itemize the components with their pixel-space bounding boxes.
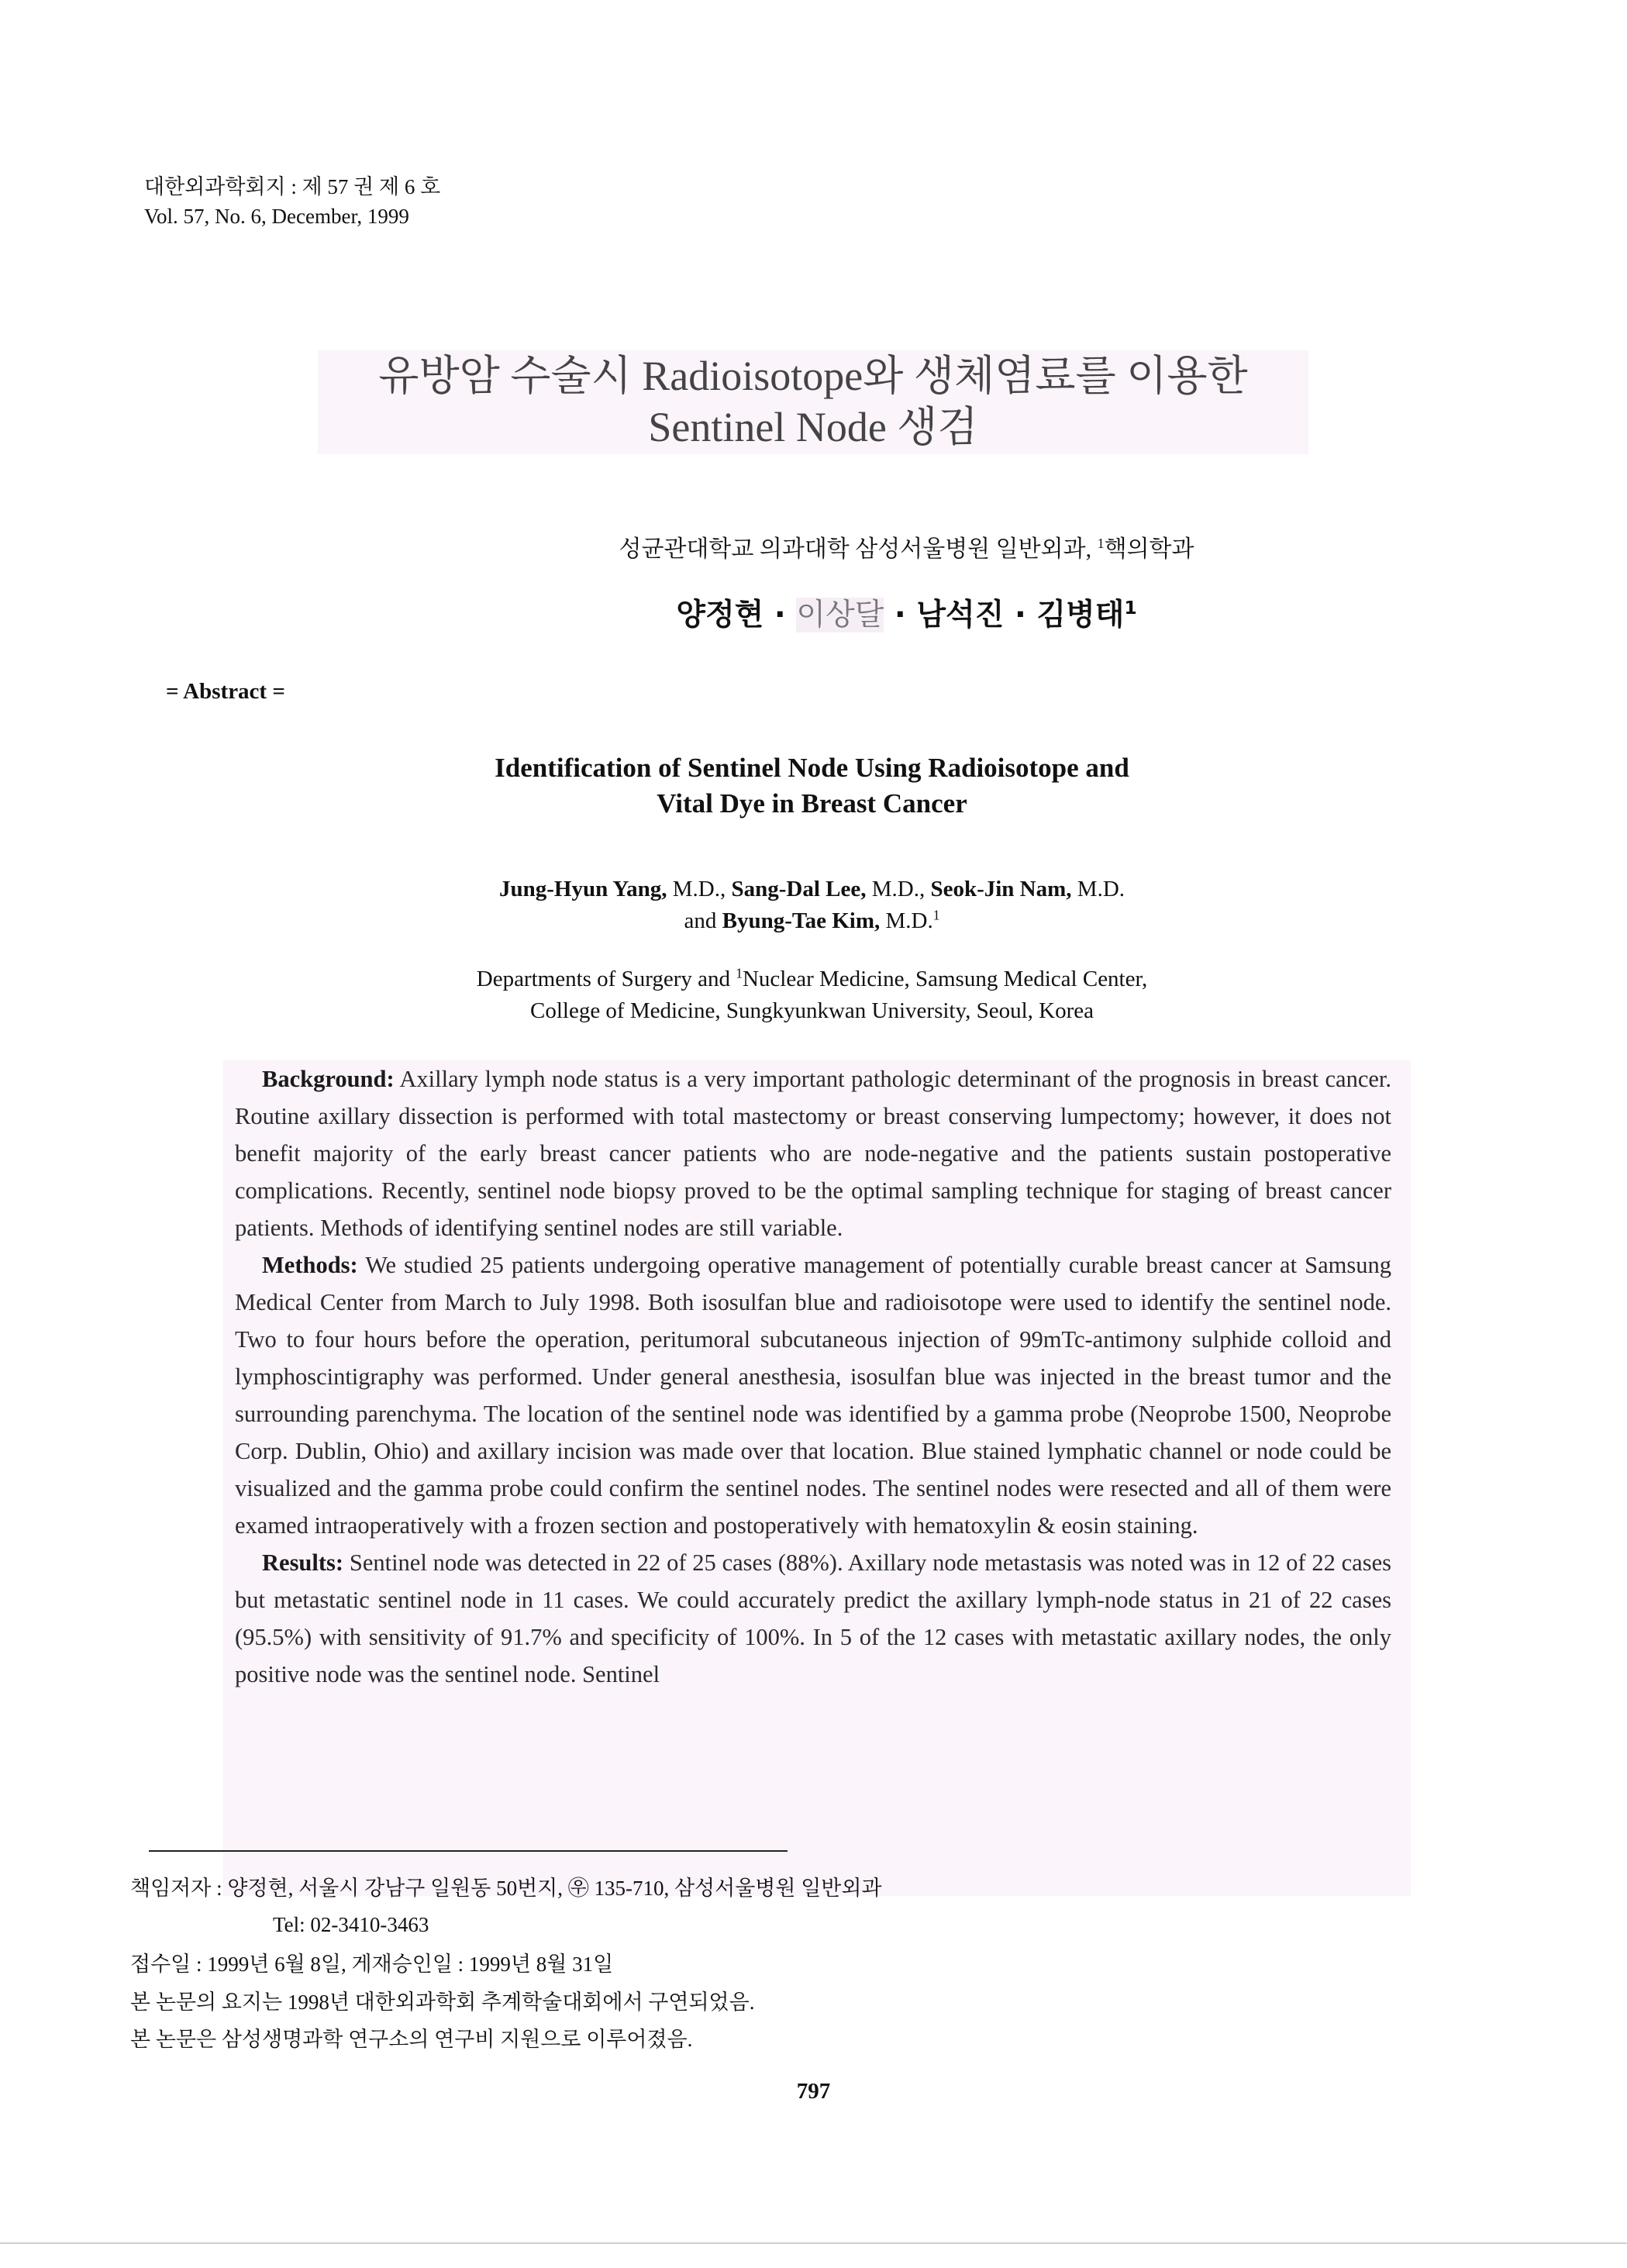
page-number: 797 xyxy=(796,2079,831,2104)
results-text: Sentinel node was detected in 22 of 25 cases (88%). Axillary node metastasis was noted was in 12 of 22 cases but metastatic sentinel node in 11 cases. We could accurately predict the axillary lymph-node status in 21 of 22 cases (95.5%) with sensitivity of 91.7% and specificity of 100%. In 5 of the 12 cases with metastatic axillary nodes, the only positive node was the sentinel node. Sentinel xyxy=(235,1549,1391,1687)
footnote-tel: Tel: 02-3410-3463 xyxy=(273,1913,429,1936)
author-en-4: Byung-Tae Kim, xyxy=(722,908,881,933)
english-title-line2: Vital Dye in Breast Cancer xyxy=(657,788,967,819)
authors-en xyxy=(326,874,1298,937)
authors-en-line1 xyxy=(326,874,1298,905)
page-bottom-edge xyxy=(0,2242,1627,2244)
footnote-note1: 본 논문의 요지는 1998년 대한외과학회 추계학술대회에서 구연되었음. xyxy=(130,1991,755,2014)
abstract-label: = Abstract = xyxy=(166,679,285,704)
affiliation-ko-sup: 1 xyxy=(1097,536,1105,551)
methods-text: We studied 25 patients undergoing operative management of potentially curable breast cancer at Samsung Medical Center from March to July 1998. Both isosulfan blue and radioisotope were used to identify the sentinel node. Two to four hours before the operation, peritumoral subcutaneous injection of 99mTc-antimony sulphide colloid and lymphoscintigraphy was performed. Under general anesthesia, isosulfan blue was injected in the breast tumor and the surrounding parenchyma. The location of the sentinel node was identified by a gamma probe (Neoprobe 1500, Neoprobe Corp. Dublin, Ohio) and axillary incision was made over that location. Blue stained lymphatic channel or node could be visualized and the gamma probe could confirm the sentinel nodes. The sentinel nodes were resected and all of them were examed intraoperatively with a frozen section and postoperatively with hematoxylin & eosin staining. xyxy=(235,1252,1391,1539)
journal-volume-ko: 대한외과학회지 : 제 57 권 제 6 호 xyxy=(144,175,441,198)
affiliation-en xyxy=(326,963,1298,1027)
journal-header xyxy=(144,172,440,231)
authors-en-line2 xyxy=(326,905,1298,937)
affiliation-en-line2: College of Medicine, Sungkyunkwan University, Seoul, Korea xyxy=(529,998,1094,1023)
abstract-methods xyxy=(235,1246,1391,1544)
affiliation-en-line1 xyxy=(326,963,1298,995)
author-en-2: Sang-Dal Lee, xyxy=(731,877,867,901)
degree-3: M.D. xyxy=(1071,877,1125,901)
affiliation-en-part1: Departments of Surgery and xyxy=(476,967,736,991)
english-title xyxy=(326,750,1298,822)
author-sep: · xyxy=(884,598,917,632)
degree-4: M.D. xyxy=(880,908,933,933)
affiliation-ko-text2: 핵의학과 xyxy=(1104,536,1194,562)
journal-volume-en: Vol. 57, No. 6, December, 1999 xyxy=(144,205,409,228)
author-sep: · xyxy=(764,598,797,632)
footnote-rule xyxy=(149,1850,788,1852)
results-label: Results: xyxy=(262,1549,344,1576)
footnote-dates: 접수일 : 1999년 6월 8일, 게재승인일 : 1999년 8월 31일 xyxy=(130,1953,614,1976)
author-sep: · xyxy=(1004,598,1037,632)
footnote-note2: 본 논문은 삼성생명과학 연구소의 연구비 지원으로 이루어졌음. xyxy=(130,2028,693,2051)
background-text: Axillary lymph node status is a very important pathologic determinant of the prognosis in breast cancer. Routine axillary dissection is performed with total mastectomy or breast conserving lumpectomy; however, it does not benefit majority of the early breast cancer patients who are node-negative and the patients sustain postoperative complications. Recently, sentinel node biopsy proved to be the optimal sampling technique for staging of breast cancer patients. Methods of identifying sentinel nodes are still variable. xyxy=(235,1066,1391,1241)
korean-title-line1: 유방암 수술시 Radioisotope와 생체염료를 이용한 xyxy=(378,353,1248,399)
background-label: Background: xyxy=(262,1066,395,1092)
affiliation-en-part2: Nuclear Medicine, Samsung Medical Center, xyxy=(742,967,1148,991)
degree-1: M.D., xyxy=(667,877,726,901)
korean-title-line2: Sentinel Node 생검 xyxy=(648,404,978,450)
author-ko-4: 김병태 xyxy=(1036,598,1125,632)
authors-ko xyxy=(0,591,1627,634)
abstract-body xyxy=(235,1060,1391,1693)
methods-label: Methods: xyxy=(262,1252,358,1278)
author-ko-1: 양정현 xyxy=(676,598,764,632)
korean-title xyxy=(318,350,1308,453)
author-ko-4-sup: 1 xyxy=(1124,597,1137,619)
author-en-3: Seok-Jin Nam, xyxy=(930,877,1072,901)
author-and: and xyxy=(684,908,722,933)
affiliation-en-sup: 1 xyxy=(736,965,743,981)
affiliation-ko-text: 성균관대학교 의과대학 삼성서울병원 일반외과, xyxy=(619,536,1098,562)
author-ko-3: 남석진 xyxy=(916,598,1005,632)
affiliation-ko xyxy=(0,529,1627,564)
author-en-4-sup: 1 xyxy=(932,907,940,923)
footnote-corresponding: 책임저자 : 양정현, 서울시 강남구 일원동 50번지, ㉾ 135-710, 삼성서울병원 일반외과 xyxy=(130,1877,882,1900)
degree-2: M.D., xyxy=(866,877,926,901)
english-title-line1: Identification of Sentinel Node Using Radioisotope and xyxy=(495,753,1129,783)
abstract-results xyxy=(235,1544,1391,1693)
abstract-background xyxy=(235,1060,1391,1246)
author-ko-2: 이상달 xyxy=(796,598,884,632)
author-en-1: Jung-Hyun Yang, xyxy=(498,877,667,901)
